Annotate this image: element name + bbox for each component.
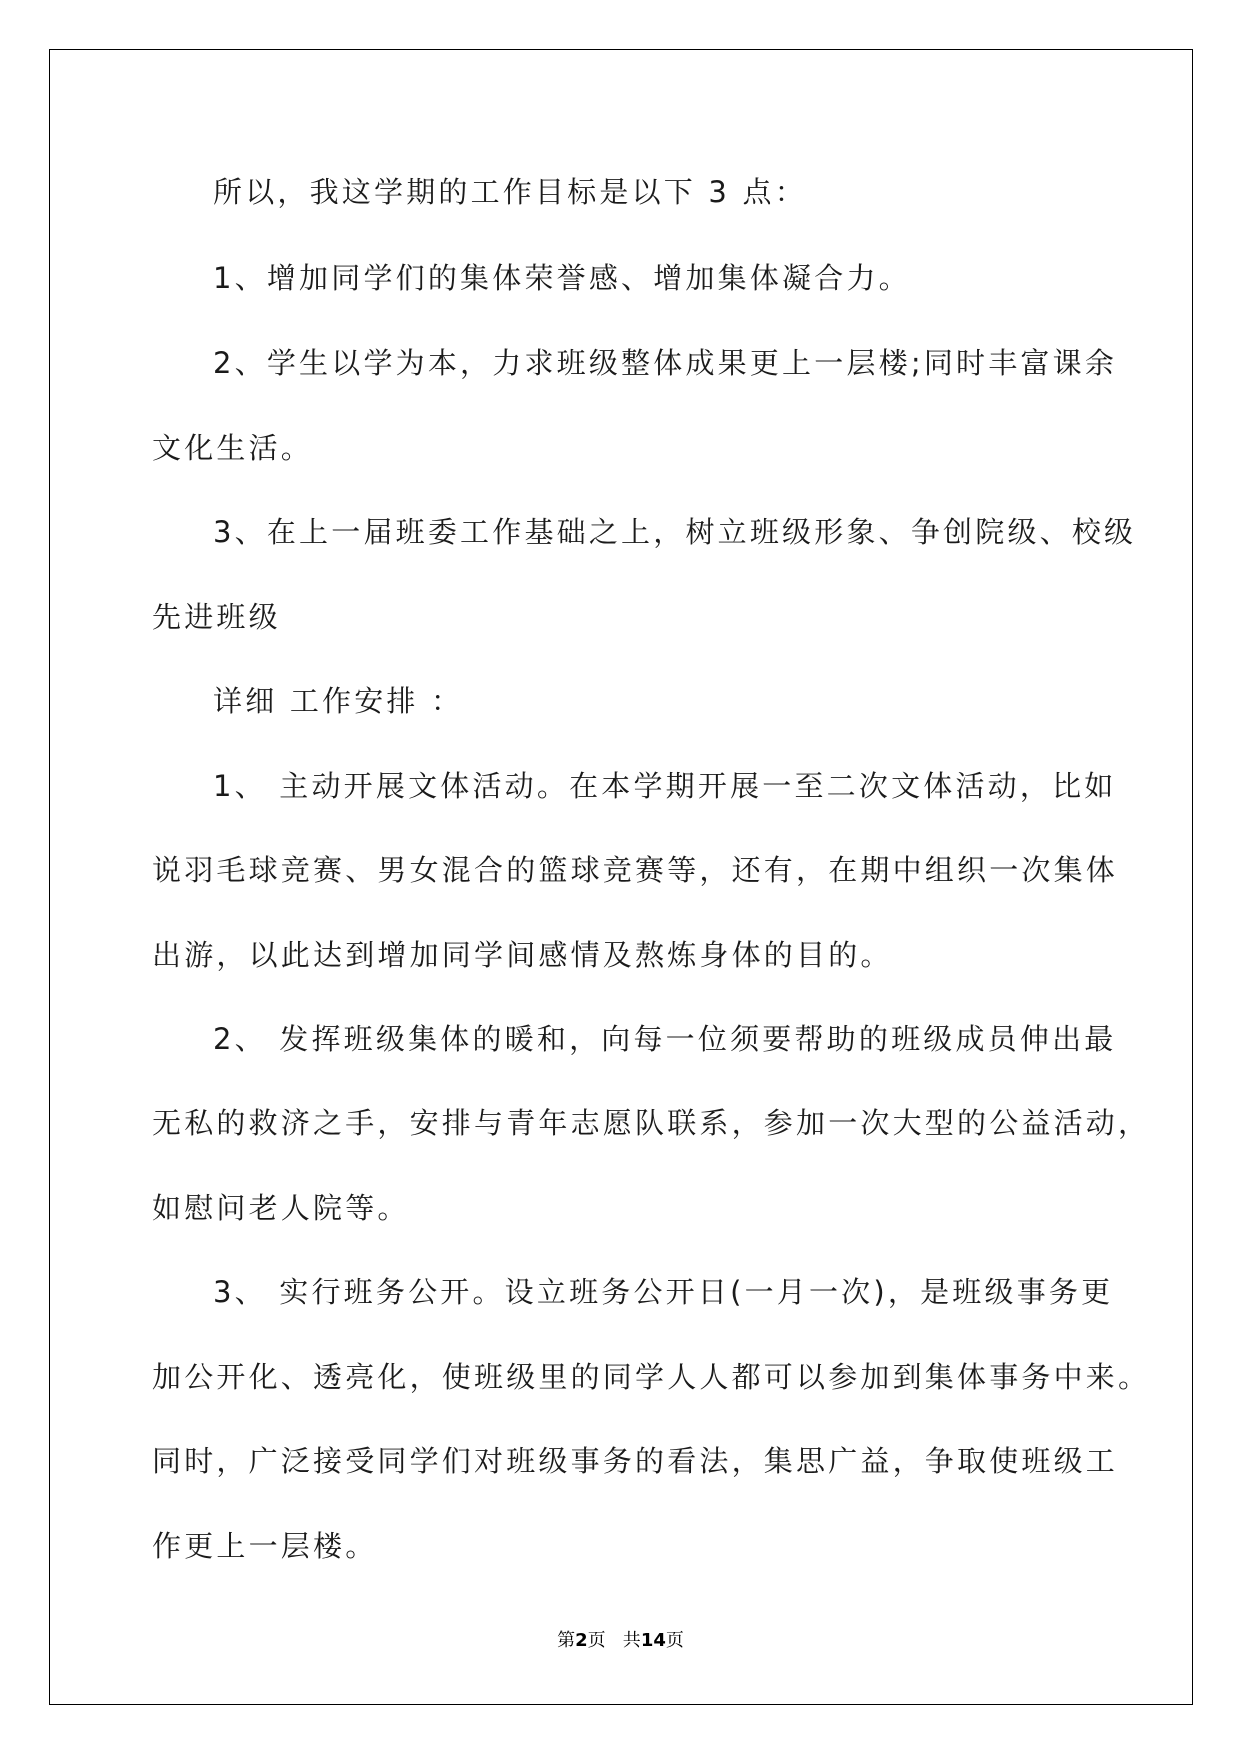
paragraph-line: 先进班级: [152, 600, 281, 634]
footer-prefix: 第: [557, 1630, 576, 1651]
paragraph-line: 说羽毛球竞赛、男女混合的篮球竞赛等，还有，在期中组织一次集体: [152, 853, 1119, 887]
total-page-count: 14: [640, 1630, 666, 1651]
paragraph-line: 2、学生以学为本，力求班级整体成果更上一层楼;同时丰富课余: [213, 346, 1118, 380]
paragraph-line: 1、 主动开展文体活动。在本学期开展一至二次文体活动，比如: [213, 769, 1117, 803]
page-footer: [0, 1626, 1241, 1652]
paragraph-line: 无私的救济之手，安排与青年志愿队联系，参加一次大型的公益活动，: [152, 1106, 1151, 1140]
footer-mid: 页 共: [587, 1630, 641, 1651]
paragraph-line: 3、 实行班务公开。设立班务公开日(一月一次)，是班级事务更: [213, 1275, 1114, 1309]
paragraph-line: 所以，我这学期的工作目标是以下 3 点：: [213, 175, 807, 209]
section-heading: 详细 工作安排 ：: [213, 684, 464, 718]
paragraph-line: 如慰问老人院等。: [152, 1191, 410, 1225]
footer-suffix: 页: [665, 1630, 684, 1651]
paragraph-line: 作更上一层楼。: [152, 1529, 378, 1563]
paragraph-line: 同时，广泛接受同学们对班级事务的看法，集思广益，争取使班级工: [152, 1444, 1119, 1478]
paragraph-line: 2、 发挥班级集体的暖和，向每一位须要帮助的班级成员伸出最: [213, 1022, 1117, 1056]
paragraph-line: 出游，以此达到增加同学间感情及熬炼身体的目的。: [152, 938, 893, 972]
paragraph-line: 加公开化、透亮化，使班级里的同学人人都可以参加到集体事务中来。: [152, 1360, 1151, 1394]
paragraph-line: 文化生活。: [152, 431, 314, 465]
current-page-number: 2: [575, 1630, 588, 1651]
paragraph-line: 1、增加同学们的集体荣誉感、增加集体凝合力。: [213, 261, 911, 295]
paragraph-line: 3、在上一届班委工作基础之上，树立班级形象、争创院级、校级: [213, 515, 1137, 549]
